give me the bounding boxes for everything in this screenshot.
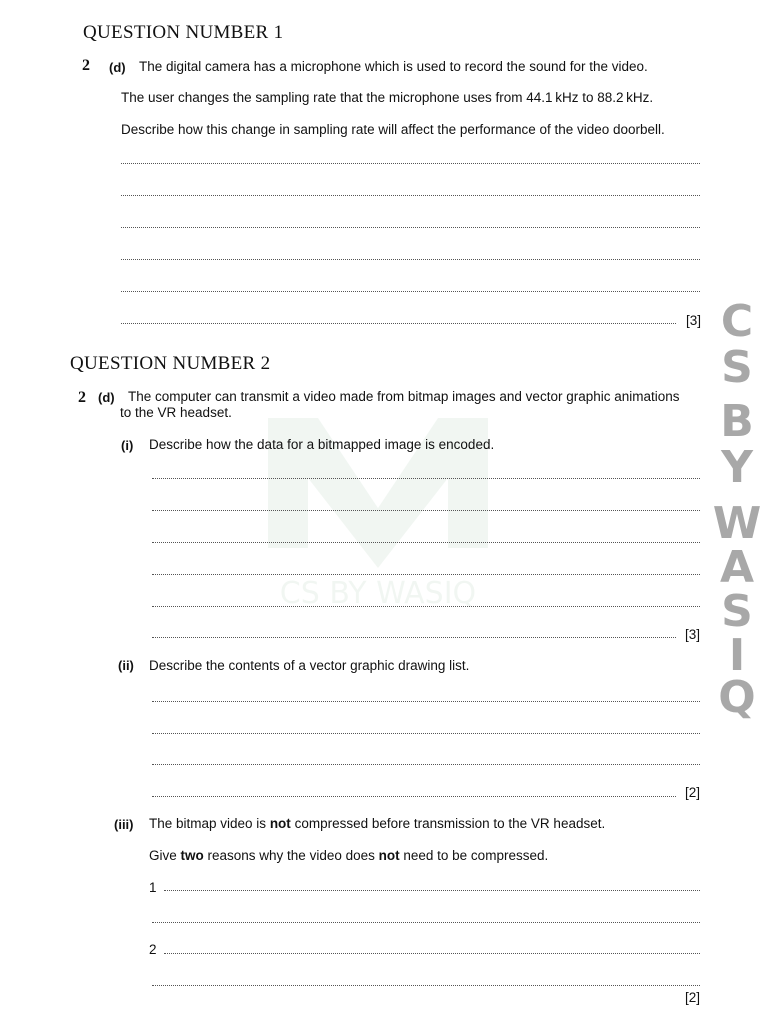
answer-line[interactable] xyxy=(152,985,700,986)
answer-line[interactable] xyxy=(121,259,700,260)
q2-heading: QUESTION NUMBER 2 xyxy=(70,353,271,374)
q2-iii-text: The bitmap video is not compressed before transmission to the VR headset. xyxy=(149,816,606,831)
q2-part: (d) xyxy=(98,390,115,405)
answer-line[interactable] xyxy=(121,323,676,324)
answer-line[interactable] xyxy=(152,637,676,638)
side-letter: W xyxy=(712,498,762,549)
answer-line[interactable] xyxy=(164,953,700,954)
answer-line[interactable] xyxy=(152,606,700,607)
answer-line[interactable] xyxy=(121,291,700,292)
q2-stem-line1: The computer can transmit a video made from bitmap images and vector graphic animations xyxy=(128,389,680,404)
reason-number-1: 1 xyxy=(149,880,157,895)
q1-stem: The digital camera has a microphone which is used to record the sound for the video. xyxy=(139,59,648,74)
q2-ii-mark: [2] xyxy=(685,785,701,800)
side-letter: S xyxy=(721,342,753,393)
answer-line[interactable] xyxy=(121,195,700,196)
answer-line[interactable] xyxy=(121,227,700,228)
q2-iii-label: (iii) xyxy=(114,817,134,832)
answer-line[interactable] xyxy=(152,542,700,543)
q1-mark: [3] xyxy=(686,313,702,328)
answer-line[interactable] xyxy=(152,701,700,702)
side-letter: Y xyxy=(721,442,753,493)
answer-line[interactable] xyxy=(152,510,700,511)
answer-line[interactable] xyxy=(152,922,700,923)
side-letter: S xyxy=(721,586,753,637)
reason-number-2: 2 xyxy=(149,942,157,957)
q2-iii-give-text: Give two reasons why the video does not need to be compressed. xyxy=(149,848,549,863)
answer-line[interactable] xyxy=(152,478,700,479)
watermark-text: CS BY WASIQ xyxy=(279,576,477,611)
q1-heading: QUESTION NUMBER 1 xyxy=(83,22,284,43)
side-letter: C xyxy=(720,296,754,347)
watermark-logo xyxy=(258,398,498,628)
q2-stem-line2: to the VR headset. xyxy=(120,405,232,420)
answer-line[interactable] xyxy=(121,163,700,164)
side-letter: A xyxy=(719,542,755,593)
q1-describe-text: Describe how this change in sampling rate will affect the performance of the video doorbell. xyxy=(121,122,665,137)
q2-ii-label: (ii) xyxy=(118,658,134,673)
side-letter: B xyxy=(720,396,754,447)
q1-part: (d) xyxy=(109,60,126,75)
answer-line[interactable] xyxy=(164,890,700,891)
q2-iii-mark: [2] xyxy=(685,990,701,1005)
q2-i-label: (i) xyxy=(121,438,134,453)
answer-line[interactable] xyxy=(152,764,700,765)
side-letter: I xyxy=(728,630,746,681)
q1-number: 2 xyxy=(82,57,90,74)
answer-line[interactable] xyxy=(152,796,676,797)
q2-i-mark: [3] xyxy=(685,627,701,642)
q2-number: 2 xyxy=(78,389,86,406)
q1-sampling-text: The user changes the sampling rate that the microphone uses from 44.1 kHz to 88.2 kHz. xyxy=(121,90,654,105)
side-letter: Q xyxy=(718,672,756,723)
q2-i-text: Describe how the data for a bitmapped image is encoded. xyxy=(149,437,495,452)
q2-ii-text: Describe the contents of a vector graphic drawing list. xyxy=(149,658,470,673)
answer-line[interactable] xyxy=(152,574,700,575)
answer-line[interactable] xyxy=(152,733,700,734)
